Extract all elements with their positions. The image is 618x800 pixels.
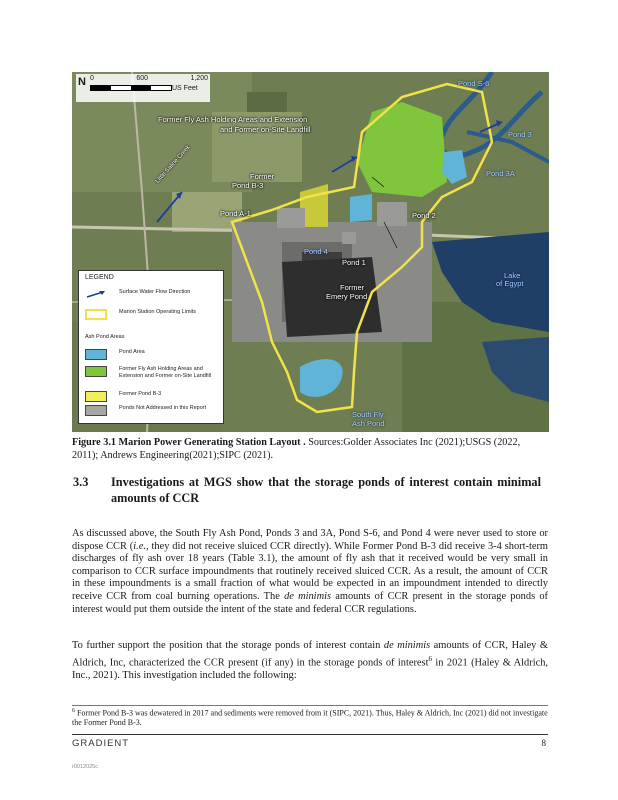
scale-bar-graphic — [90, 85, 172, 91]
label-lake-line1: Lake — [504, 271, 521, 280]
label-pond-3: Pond 3 — [508, 130, 532, 139]
label-pond-3a: Pond 3A — [486, 169, 515, 178]
legend-row-fly-ash — [85, 366, 215, 379]
legend-pond-area-label: Pond Area — [119, 349, 145, 355]
section-heading — [73, 474, 541, 506]
label-pond-4: Pond 4 — [304, 247, 328, 256]
brand-logo: GRADIENT — [72, 738, 130, 749]
page-number: 8 — [541, 738, 546, 748]
legend-title: LEGEND — [85, 274, 114, 281]
scale-bar — [76, 74, 210, 102]
figure-caption-sources: Sources:Golder Associates Inc (2021);USGS (2022, 2011); Andrews Engineering(2021);SIPC (2021). — [72, 437, 521, 461]
legend-limits-label: Marion Station Operating Limits — [119, 309, 197, 315]
label-lake-line2: of Egypt — [496, 279, 524, 288]
label-former-pond-b3-line1: Former — [250, 172, 275, 181]
paragraph-2-de-minimis: de minimis — [383, 640, 431, 651]
section-title: Investigations at MGS show that the storage ponds of interest contain minimal amounts of CCR — [111, 475, 541, 505]
paragraph-1 — [72, 528, 548, 616]
legend-not-addressed-label: Ponds Not Addressed in this Report — [119, 405, 207, 411]
footer-divider — [72, 734, 548, 735]
scale-tick-0: 0 — [90, 75, 94, 82]
scale-unit: US Feet — [172, 85, 198, 92]
label-former-emery-line1: Former — [340, 283, 365, 292]
legend-row-limits — [85, 309, 215, 320]
legend-row-flow — [85, 289, 215, 300]
label-onsite-landfill: and Former on-Site Landfill — [220, 125, 311, 134]
paragraph-2 — [72, 640, 548, 682]
not-addressed-swatch — [85, 405, 107, 416]
legend-fly-ash-label: Former Fly Ash Holding Areas and Extension and Former on-Site Landfill — [119, 366, 212, 379]
footnote-divider — [72, 705, 548, 706]
footnote-number: 6 — [72, 708, 75, 714]
label-former-emery-line2: Emery Pond — [326, 292, 368, 301]
document-id: r0012025c — [72, 764, 98, 770]
paragraph-2-part-a: To further support the position that the storage ponds of interest contain — [72, 640, 384, 651]
label-former-pond-b3-line2: Pond B-3 — [232, 181, 264, 190]
paragraph-1-part-b: they did not receive sluiced CCR directly). While Former Pond B-3 did receive 3-4 short-term discharges of fly ash over 18 years (Table 3.1), the amount of fly ash that it received would be very small in comparison to CCR surface impoundments that routinely received sluiced CCR. As a result, the amount of CCR in these impoundments is a small fraction of what would be expected in an impoundment intended to directly receive CCR from coal burning operations. The — [72, 540, 548, 602]
legend-former-b3-label: Former Pond B-3 — [119, 391, 162, 397]
label-pond-a1: Pond A-1 — [220, 209, 251, 218]
footnote-text: Former Pond B-3 was dewatered in 2017 and sediments were removed from it (SIPC, 2021). Thus, Haley & Aldrich, Inc (2021) did not investigate the Former Pond B-3. — [72, 708, 548, 728]
figure-caption — [72, 437, 548, 462]
legend-flow-label: Surface Water Flow Direction — [119, 289, 191, 295]
map-legend — [78, 270, 224, 424]
paragraph-2-part-b: amounts of CCR, Haley & Aldrich, Inc, characterized the CCR present (if any) in the storage ponds of interest — [72, 640, 548, 669]
paragraph-1-de-minimis: de minimis — [284, 590, 332, 602]
label-pond-1: Pond 1 — [342, 258, 366, 267]
former-b3-swatch — [85, 391, 107, 402]
section-number: 3.3 — [73, 475, 89, 489]
limits-swatch — [85, 309, 107, 320]
scale-tick-600: 600 — [136, 75, 149, 82]
figure-caption-label: Figure 3.1 Marion Power Generating Station Layout . — [72, 437, 306, 448]
label-pond-2: Pond 2 — [412, 211, 436, 220]
legend-row-pond-area — [85, 349, 215, 360]
label-south-fly-line1: South Fly — [352, 410, 384, 419]
paragraph-1-part-a: As discussed above, the South Fly Ash Pond, Ponds 3 and 3A, Pond S-6, and Pond 4 were never used to store or dispose CCR ( — [72, 528, 548, 552]
label-creek: Little Saline Creek — [154, 144, 192, 185]
paragraph-2-part-c: in 2021 (Haley & Aldrich, Inc., 2021). This investigation included the following: — [72, 657, 549, 681]
legend-section-label: Ash Pond Areas — [85, 334, 125, 340]
footnote-ref: 6 — [428, 654, 432, 663]
flow-arrow-icon — [85, 289, 107, 300]
scale-tick-1200: 1,200 — [190, 75, 208, 82]
label-pond-s6: Pond S-6 — [458, 79, 490, 88]
north-arrow-icon: N — [78, 76, 86, 88]
legend-row-former-b3 — [85, 391, 215, 402]
label-fly-ash-holding: Former Fly Ash Holding Areas and Extension — [158, 115, 308, 124]
footnote — [72, 707, 548, 728]
paragraph-1-part-c: amounts of CCR present in the storage ponds of interest would put them outside the intent of the state and federal CCR regulations. — [72, 590, 549, 615]
paragraph-1-ie: i.e., — [133, 540, 149, 552]
legend-row-not-addressed — [85, 405, 215, 416]
label-south-fly-line2: Ash Pond — [352, 419, 385, 428]
pond-area-swatch — [85, 349, 107, 360]
site-layout-map — [72, 72, 549, 432]
fly-ash-swatch — [85, 366, 107, 377]
